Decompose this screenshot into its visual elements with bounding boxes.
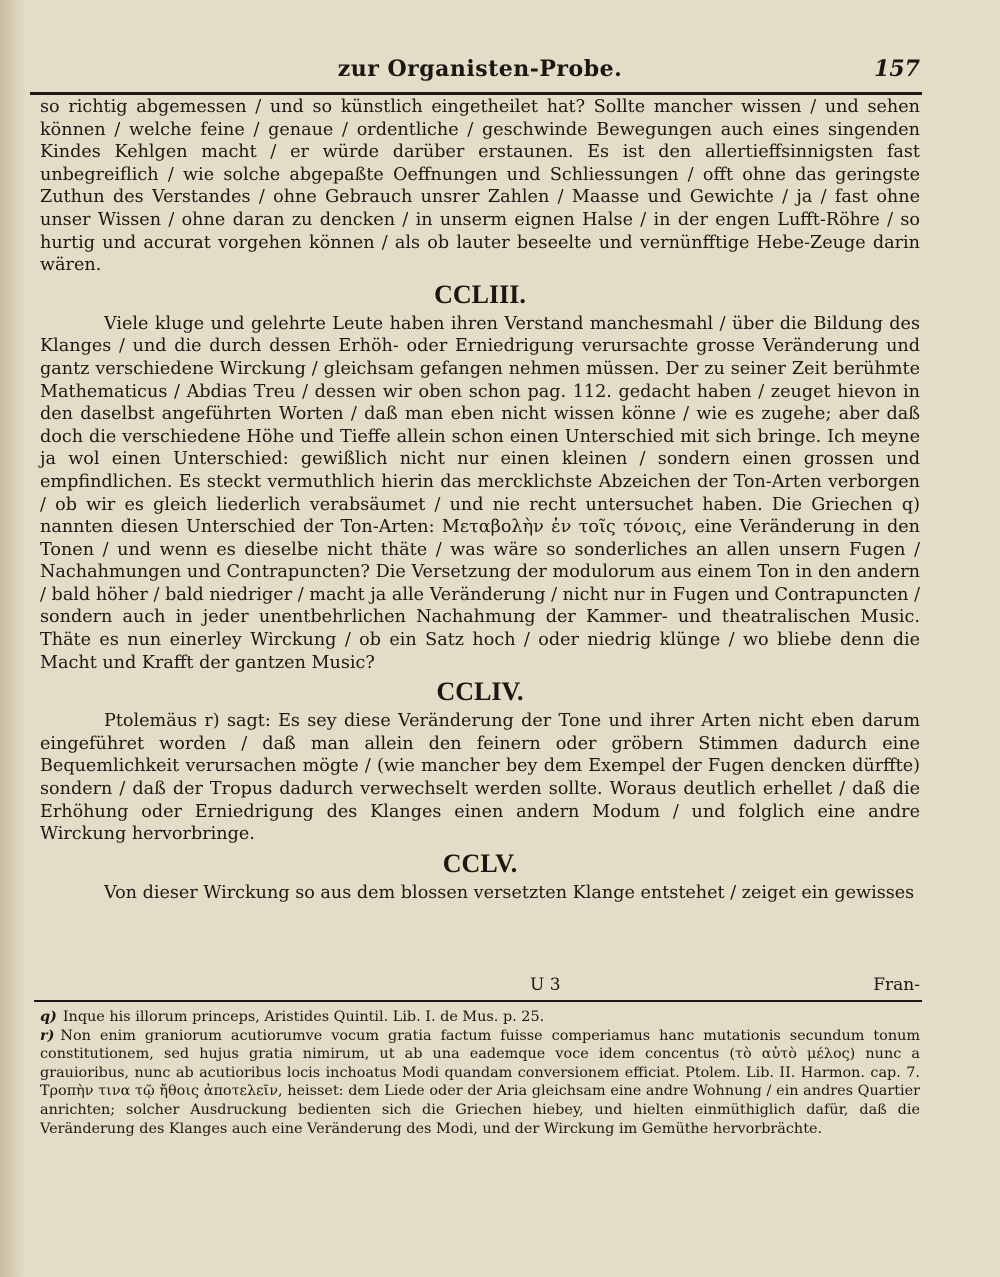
section-text-ccliii: Viele kluge und gelehrte Leute haben ihren Verstand manchesmahl / über die Bildung des Klanges / und die durch dessen Erhöh- oder Erniedrigung verursachte grosse Veränderung und gantz verschiedene Wirckung / gleichsam gefangen nehmen müssen. Der zu seiner Zeit berühmte Mathematicus / Abdias Treu / dessen wir oben schon pag. 112. gedacht haben / zeuget hievon in den daselbst angeführten Worten / daß man eben nicht wissen könne / wie es zugehe; aber daß doch die verschiedene Höhe und Tieffe allein schon einen Unterschied mit sich bringe. Ich meyne ja wol einen Unterschied: gewißlich nicht nur einen kleinen / sondern einen grossen und empfindlichen. Es steckt vermuthlich hierin das mercklichste Abzeichen der Ton-Arten verborgen / ob wir es gleich liederlich verabsäumet / und nie recht untersuchet haben. Die Griechen q) nannten diesen Unterschied der Ton-Arten: Μεταβολὴν ἐν τοῖς τόνοις, eine Veränderung in den Tonen / und wenn es dieselbe nicht thäte / was wäre so sonderliches an allen unsern Fugen / Nachahmungen und Contrapuncten? Die Versetzung der modulorum aus einem Ton in den andern / bald höher / bald niedriger / macht ja alle Veränderung / nicht nur in Fugen und Contrapuncten / sondern auch in jeder unentbehrlichen Nachahmung der Kammer- und theatralischen Music. Thäte es nun einerley Wirckung / ob ein Satz hoch / oder niedrig klünge / wo bliebe denn die Macht und Krafft der gantzen Music? [40,313,920,673]
catchword: Fran- [873,975,920,995]
section-heading-ccliii: CCLIII. [434,279,526,309]
footnote-rule [34,1000,922,1002]
main-text [40,96,920,904]
section-text-cclv: Von dieser Wirckung so aus dem blossen versetzten Klange entstehet / zeiget ein gewisses [104,882,915,903]
page-gutter-shadow [0,0,26,1277]
signature-line [40,975,920,1001]
footnote-q [40,1008,920,1027]
signature-mark: U 3 [530,975,561,995]
intro-paragraph: so richtig abgemessen / und so künstlich eingetheilet hat? Sollte mancher wissen / und sehen können / welche feine / genaue / ordentliche / geschwinde Bewegungen auch eines singenden Kindes Kehlgen macht / er würde darüber erstaunen. Es ist den allertieffsinnigsten fast unbegreiflich / wie solche abgepaßte Oeffnungen und Schliessungen / offt ohne das geringste Zuthun des Verstandes / ohne Gebrauch unsrer Zahlen / Maasse und Gewichte / ja / fast ohne unser Wissen / ohne daran zu dencken / in unserm eignen Halse / in der engen Lufft-Röhre / so hurtig und accurat vorgehen können / als ob lauter beseelte und vernünfftige Hebe-Zeuge darin wären. [40,97,920,276]
page-number: 157 [874,56,920,82]
footnote-mark: q) [40,1008,57,1025]
section-text-ccliv: Ptolemäus r) sagt: Es sey diese Veränderung der Tone und ihrer Arten nicht eben darum eingeführet worden / daß man allein den feinern oder gröbern Stimmen dadurch eine Bequemlichkeit verursachen mögte / (wie mancher bey dem Exempel der Fugen dencken dürffte) sondern / daß der Tropus dadurch verwechselt werden sollte. Woraus deutlich erhellet / daß die Erhöhung oder Erniedrigung des Klanges einen andern Modum / und folglich eine andre Wirckung hervorbringe. [40,711,920,845]
footnotes [40,1008,920,1138]
header-rule [30,92,922,95]
footnote-text: Inque his illorum princeps, Aristides Quintil. Lib. I. de Mus. p. 25. [62,1009,545,1025]
footnote-text: Non enim graniorum acutiorumve vocum gratia factum fuisse comperiamus hanc mutationis secundum tonum constitutionem, sed hujus gratia nimirum, ut ab una eademque voce idem concentus (τὸ αὐτὸ μέλος) nunc a grauioribus, nunc ab acutioribus locis inchoatus Modi quandam conversionem efficiat. Ptolem. Lib. II. Harmon. cap. 7. Τροπὴν τινα τῷ ἤθοις ἀποτελεῖν, heisset: dem Liede oder der Aria gleichsam eine andre Wohnung / ein andres Quartier anrichten; solcher Ausdruckung bedienten sich die Griechen hiebey, und hielten einmüthiglich dafür, daß die Veränderung des Klanges auch eine Veränderung des Modi, und der Wirckung im Gemüthe hervorbrächte. [40,1027,920,1137]
footnote-mark: r) [40,1026,55,1044]
footnote-r [40,1027,920,1139]
section-heading-cclv: CCLV. [442,848,518,878]
section-heading-ccliv: CCLIV. [436,677,524,707]
running-head: zur Organisten-Probe. [337,56,623,82]
page-header [40,52,920,86]
